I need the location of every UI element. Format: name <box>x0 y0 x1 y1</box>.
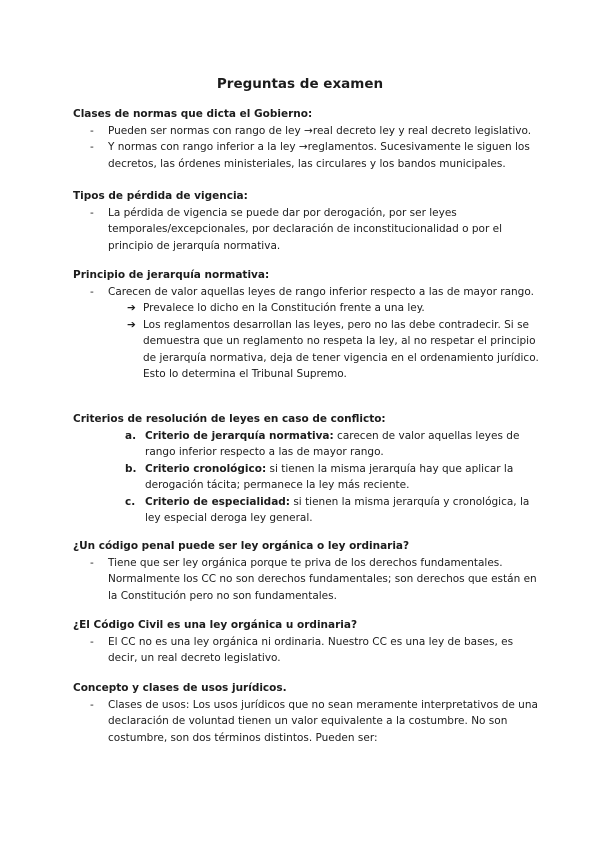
criteria-term: Criterio cronológico: <box>145 462 267 475</box>
section-clases-normas <box>73 106 540 172</box>
section-heading: Concepto y clases de usos jurídicos. <box>73 682 287 694</box>
arrow-bullet-icon: ➔ <box>127 302 136 314</box>
section-heading: ¿El Código Civil es una ley orgánica u ordinaria? <box>73 619 358 631</box>
section-heading: ¿Un código penal puede ser ley orgánica o ley ordinaria? <box>73 540 410 552</box>
section-codigo-civil <box>73 617 540 667</box>
criteria-letter: a. <box>125 429 137 442</box>
dash-list <box>73 123 540 173</box>
arrow-list-item <box>73 300 540 317</box>
criteria-text: carecen de valor aquellas leyes de rango inferior respecto a las de mayor rango. <box>145 429 520 458</box>
criteria-text: si tienen la misma jerarquía hay que aplicar la derogación tácita; permanece la ley más reciente. <box>145 462 514 491</box>
section-heading: Tipos de pérdida de vigencia: <box>73 190 248 202</box>
alpha-list <box>73 428 540 527</box>
dash-list <box>73 205 540 255</box>
criteria-letter: b. <box>125 462 137 475</box>
arrow-list <box>73 300 540 383</box>
list-item: - Y normas con rango inferior a la ley →reglamentos. Sucesivamente le siguen los decretos, las órdenes ministeriales, las circulares y los bandos municipales. <box>73 139 540 172</box>
page-title: Preguntas de examen <box>216 76 384 92</box>
arrow-list-item <box>73 317 540 383</box>
criteria-text: si tienen la misma jerarquía y cronológica, la ley especial deroga ley general. <box>145 495 530 524</box>
section-codigo-penal <box>73 538 540 604</box>
criteria-letter: c. <box>125 495 136 508</box>
criteria-term: Criterio de jerarquía normativa: <box>145 429 334 442</box>
arrow-item-text: Los reglamentos desarrollan las leyes, pero no las debe contradecir. Si se demuestra que un reglamento no respeta la ley, al no respetar el principio de jerarquía normativa, deja de tener vigencia en el ordenamiento jurídico. Esto lo determina el Tribunal Supremo. <box>143 318 539 380</box>
criteria-item <box>73 494 540 527</box>
section-criterios-resolucion <box>73 411 540 527</box>
section-heading: Principio de jerarquía normativa: <box>73 269 270 281</box>
criteria-item <box>73 428 540 461</box>
arrow-bullet-icon: ➔ <box>127 318 136 331</box>
list-item: - La pérdida de vigencia se puede dar por derogación, por ser leyes temporales/excepcionales, por declaración de inconstitucionalidad o por el principio de jerarquía normativa. <box>73 205 540 255</box>
dash-list <box>73 697 540 747</box>
criteria-item <box>73 461 540 494</box>
section-perdida-vigencia <box>73 188 540 254</box>
arrow-item-text: Prevalece lo dicho en la Constitución frente a una ley. <box>143 302 425 314</box>
list-item: - El CC no es una ley orgánica ni ordinaria. Nuestro CC es una ley de bases, es decir, un real decreto legislativo. <box>73 634 540 667</box>
dash-list <box>73 555 540 605</box>
section-heading: Clases de normas que dicta el Gobierno: <box>73 108 313 120</box>
section-jerarquia-normativa <box>73 267 540 383</box>
list-item: - Tiene que ser ley orgánica porque te priva de los derechos fundamentales. Normalmente los CC no son derechos fundamentales; son derechos que están en la Constitución pero no son fundamentales. <box>73 555 540 605</box>
section-heading: Criterios de resolución de leyes en caso de conflicto: <box>73 413 386 425</box>
dash-list <box>73 634 540 667</box>
section-usos-juridicos <box>73 680 540 746</box>
list-item: - Pueden ser normas con rango de ley →real decreto ley y real decreto legislativo. <box>73 123 540 140</box>
list-item: - Carecen de valor aquellas leyes de rango inferior respecto a las de mayor rango. <box>73 284 540 301</box>
list-item: - Clases de usos: Los usos jurídicos que no sean meramente interpretativos de una declaración de voluntad tienen un valor equivalente a la costumbre. No son costumbre, son dos términos distintos. Pueden ser: <box>73 697 540 747</box>
criteria-term: Criterio de especialidad: <box>145 495 290 508</box>
dash-list <box>73 284 540 301</box>
